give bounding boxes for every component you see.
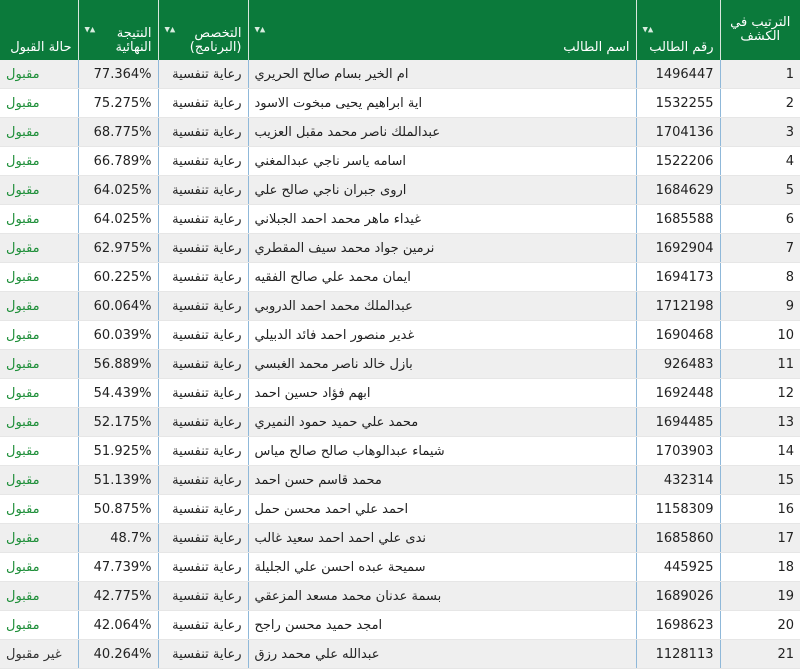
status-cell: مقبول <box>0 582 78 611</box>
table-row <box>0 263 800 292</box>
student-name-cell: ندى علي احمد احمد سعيد غالب <box>248 524 636 553</box>
student-name-cell: ابهم فؤاد حسين احمد <box>248 379 636 408</box>
sort-icon[interactable]: ▲▼ <box>642 25 654 34</box>
student-id-cell: 1712198 <box>636 292 720 321</box>
table-body <box>0 60 800 669</box>
specialization-cell: رعاية تنفسية <box>158 379 248 408</box>
rank-cell: 5 <box>720 176 800 205</box>
header-student-name-label: اسم الطالب <box>563 40 630 55</box>
specialization-cell: رعاية تنفسية <box>158 60 248 89</box>
status-cell: مقبول <box>0 60 78 89</box>
table-row <box>0 640 800 669</box>
student-id-cell: 1690468 <box>636 321 720 350</box>
status-cell: غير مقبول <box>0 640 78 669</box>
rank-cell: 3 <box>720 118 800 147</box>
rank-cell: 20 <box>720 611 800 640</box>
student-id-cell: 1522206 <box>636 147 720 176</box>
student-name-cell: غدير منصور احمد فائد الدبيلي <box>248 321 636 350</box>
rank-cell: 16 <box>720 495 800 524</box>
table-row <box>0 205 800 234</box>
student-id-cell: 1128113 <box>636 640 720 669</box>
status-cell: مقبول <box>0 205 78 234</box>
student-id-cell: 432314 <box>636 466 720 495</box>
final-result-cell: 42.064% <box>78 611 158 640</box>
final-result-cell: 48.7% <box>78 524 158 553</box>
header-final-result-label: النتيجة النهائية <box>115 26 152 55</box>
specialization-cell: رعاية تنفسية <box>158 321 248 350</box>
final-result-cell: 64.025% <box>78 176 158 205</box>
table-header-row <box>0 0 800 60</box>
header-status: حالة القبول <box>0 0 78 60</box>
table-row <box>0 60 800 89</box>
student-id-cell: 1694485 <box>636 408 720 437</box>
student-id-cell: 1703903 <box>636 437 720 466</box>
specialization-cell: رعاية تنفسية <box>158 263 248 292</box>
table-row <box>0 495 800 524</box>
table-row <box>0 408 800 437</box>
rank-cell: 2 <box>720 89 800 118</box>
rank-cell: 18 <box>720 553 800 582</box>
table-row <box>0 466 800 495</box>
status-cell: مقبول <box>0 89 78 118</box>
student-id-cell: 1689026 <box>636 582 720 611</box>
student-name-cell: سميحة عبده احسن علي الجليلة <box>248 553 636 582</box>
rank-cell: 1 <box>720 60 800 89</box>
final-result-cell: 75.275% <box>78 89 158 118</box>
student-id-cell: 445925 <box>636 553 720 582</box>
status-cell: مقبول <box>0 466 78 495</box>
specialization-cell: رعاية تنفسية <box>158 524 248 553</box>
rank-cell: 7 <box>720 234 800 263</box>
table-row <box>0 292 800 321</box>
student-name-cell: عبدالله علي محمد رزق <box>248 640 636 669</box>
status-cell: مقبول <box>0 611 78 640</box>
specialization-cell: رعاية تنفسية <box>158 408 248 437</box>
status-cell: مقبول <box>0 524 78 553</box>
final-result-cell: 77.364% <box>78 60 158 89</box>
student-name-cell: محمد قاسم حسن احمد <box>248 466 636 495</box>
specialization-cell: رعاية تنفسية <box>158 495 248 524</box>
student-name-cell: احمد علي احمد محسن حمل <box>248 495 636 524</box>
student-name-cell: ام الخير بسام صالح الحريري <box>248 60 636 89</box>
rank-cell: 21 <box>720 640 800 669</box>
sort-icon[interactable]: ▲▼ <box>84 25 96 34</box>
rank-cell: 17 <box>720 524 800 553</box>
table-row <box>0 582 800 611</box>
table-row <box>0 350 800 379</box>
student-id-cell: 1532255 <box>636 89 720 118</box>
final-result-cell: 66.789% <box>78 147 158 176</box>
student-name-cell: بازل خالد ناصر محمد الغبسي <box>248 350 636 379</box>
rank-cell: 11 <box>720 350 800 379</box>
status-cell: مقبول <box>0 379 78 408</box>
header-student-id[interactable] <box>636 0 720 60</box>
student-name-cell: عبدالملك ناصر محمد مقبل العزيب <box>248 118 636 147</box>
student-name-cell: بسمة عدنان محمد مسعد المزعقي <box>248 582 636 611</box>
status-cell: مقبول <box>0 176 78 205</box>
table-row <box>0 437 800 466</box>
student-name-cell: شيماء عبدالوهاب صالح صالح مياس <box>248 437 636 466</box>
rank-cell: 14 <box>720 437 800 466</box>
specialization-cell: رعاية تنفسية <box>158 582 248 611</box>
rank-cell: 10 <box>720 321 800 350</box>
table-row <box>0 321 800 350</box>
specialization-cell: رعاية تنفسية <box>158 437 248 466</box>
student-id-cell: 926483 <box>636 350 720 379</box>
table-row <box>0 89 800 118</box>
final-result-cell: 54.439% <box>78 379 158 408</box>
rank-cell: 19 <box>720 582 800 611</box>
status-cell: مقبول <box>0 118 78 147</box>
specialization-cell: رعاية تنفسية <box>158 147 248 176</box>
specialization-cell: رعاية تنفسية <box>158 176 248 205</box>
final-result-cell: 64.025% <box>78 205 158 234</box>
student-name-cell: اية ابراهيم يحيى مبخوت الاسود <box>248 89 636 118</box>
status-cell: مقبول <box>0 321 78 350</box>
student-id-cell: 1698623 <box>636 611 720 640</box>
final-result-cell: 51.925% <box>78 437 158 466</box>
student-id-cell: 1685588 <box>636 205 720 234</box>
header-rank: الترتيب في الكشف <box>720 0 800 60</box>
final-result-cell: 60.225% <box>78 263 158 292</box>
rank-cell: 8 <box>720 263 800 292</box>
final-result-cell: 52.175% <box>78 408 158 437</box>
header-specialization[interactable] <box>158 0 248 60</box>
final-result-cell: 40.264% <box>78 640 158 669</box>
final-result-cell: 42.775% <box>78 582 158 611</box>
table-row <box>0 611 800 640</box>
sort-icon[interactable]: ▲▼ <box>164 25 176 34</box>
student-name-cell: عبدالملك محمد احمد الدروبي <box>248 292 636 321</box>
student-name-cell: اسامه ياسر ناجي عبدالمغني <box>248 147 636 176</box>
rank-cell: 4 <box>720 147 800 176</box>
table-row <box>0 147 800 176</box>
specialization-cell: رعاية تنفسية <box>158 466 248 495</box>
table-row <box>0 234 800 263</box>
specialization-cell: رعاية تنفسية <box>158 292 248 321</box>
rank-cell: 9 <box>720 292 800 321</box>
specialization-cell: رعاية تنفسية <box>158 350 248 379</box>
rank-cell: 13 <box>720 408 800 437</box>
table-row <box>0 524 800 553</box>
status-cell: مقبول <box>0 553 78 582</box>
final-result-cell: 56.889% <box>78 350 158 379</box>
status-cell: مقبول <box>0 437 78 466</box>
student-id-cell: 1684629 <box>636 176 720 205</box>
specialization-cell: رعاية تنفسية <box>158 640 248 669</box>
table-row <box>0 176 800 205</box>
student-name-cell: غيداء ماهر محمد احمد الجبلاني <box>248 205 636 234</box>
table-row <box>0 379 800 408</box>
student-id-cell: 1496447 <box>636 60 720 89</box>
status-cell: مقبول <box>0 292 78 321</box>
student-name-cell: ايمان محمد علي صالح الفقيه <box>248 263 636 292</box>
status-cell: مقبول <box>0 234 78 263</box>
rank-cell: 12 <box>720 379 800 408</box>
final-result-cell: 68.775% <box>78 118 158 147</box>
student-name-cell: اروى جبران ناجي صالح علي <box>248 176 636 205</box>
specialization-cell: رعاية تنفسية <box>158 611 248 640</box>
student-id-cell: 1685860 <box>636 524 720 553</box>
status-cell: مقبول <box>0 495 78 524</box>
final-result-cell: 62.975% <box>78 234 158 263</box>
student-name-cell: امجد حميد محسن راجح <box>248 611 636 640</box>
table-row <box>0 118 800 147</box>
final-result-cell: 60.064% <box>78 292 158 321</box>
specialization-cell: رعاية تنفسية <box>158 234 248 263</box>
student-id-cell: 1158309 <box>636 495 720 524</box>
status-cell: مقبول <box>0 408 78 437</box>
header-student-name[interactable] <box>248 0 636 60</box>
student-id-cell: 1694173 <box>636 263 720 292</box>
table-row <box>0 553 800 582</box>
final-result-cell: 47.739% <box>78 553 158 582</box>
student-id-cell: 1692448 <box>636 379 720 408</box>
specialization-cell: رعاية تنفسية <box>158 118 248 147</box>
final-result-cell: 50.875% <box>78 495 158 524</box>
student-name-cell: محمد علي حميد حمود النميري <box>248 408 636 437</box>
student-name-cell: نرمين جواد محمد سيف المقطري <box>248 234 636 263</box>
header-specialization-label: التخصص (البرنامج) <box>189 26 242 55</box>
header-final-result[interactable] <box>78 0 158 60</box>
student-id-cell: 1692904 <box>636 234 720 263</box>
specialization-cell: رعاية تنفسية <box>158 205 248 234</box>
rank-cell: 6 <box>720 205 800 234</box>
final-result-cell: 51.139% <box>78 466 158 495</box>
status-cell: مقبول <box>0 263 78 292</box>
status-cell: مقبول <box>0 147 78 176</box>
student-id-cell: 1704136 <box>636 118 720 147</box>
final-result-cell: 60.039% <box>78 321 158 350</box>
sort-icon[interactable]: ▲▼ <box>254 25 266 34</box>
status-cell: مقبول <box>0 350 78 379</box>
specialization-cell: رعاية تنفسية <box>158 553 248 582</box>
rank-cell: 15 <box>720 466 800 495</box>
specialization-cell: رعاية تنفسية <box>158 89 248 118</box>
header-student-id-label: رقم الطالب <box>649 40 714 55</box>
